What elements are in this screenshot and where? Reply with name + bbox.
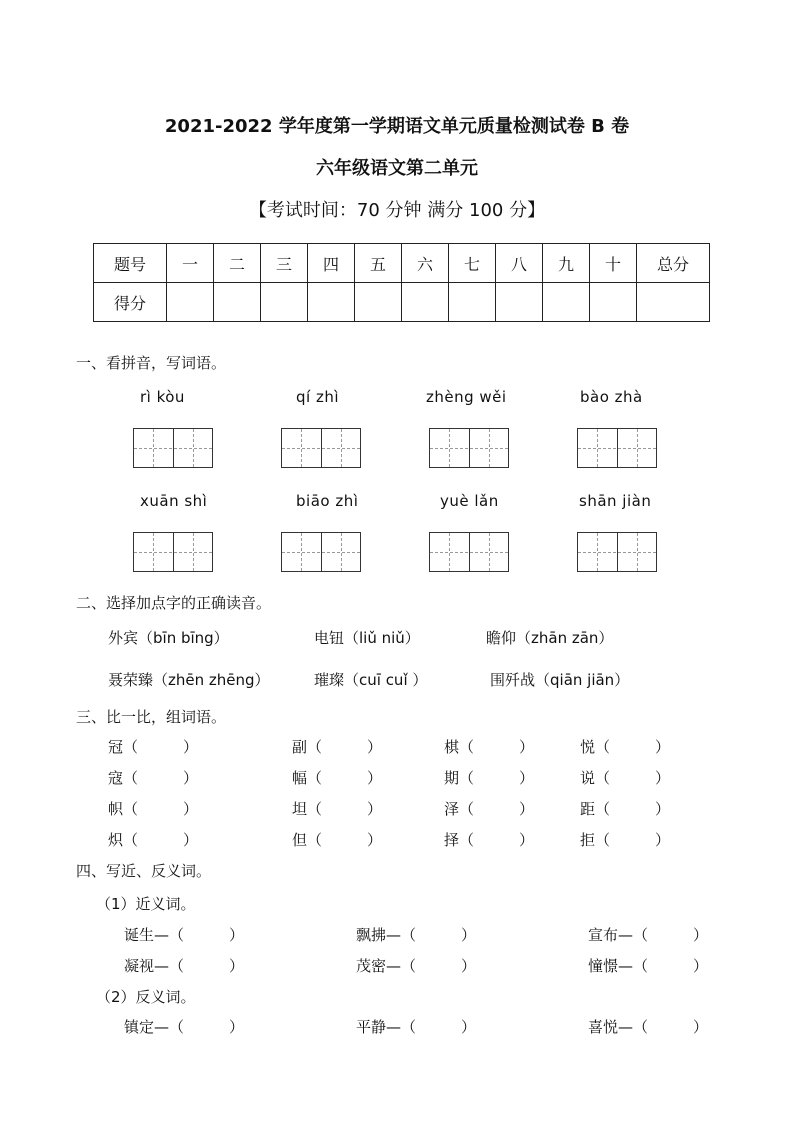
score-cell: 九 — [543, 244, 590, 283]
writing-grid[interactable] — [429, 428, 509, 468]
synonym-item[interactable]: 憧憬—（ ） — [588, 957, 709, 975]
reading-choice[interactable]: 聂荣臻（zhēn zhēng） — [108, 671, 270, 689]
word-group-item[interactable]: 距（ ） — [580, 800, 671, 818]
pinyin-label: biāo zhì — [296, 492, 359, 510]
score-table-header-row — [94, 244, 710, 283]
score-cell: 一 — [167, 244, 214, 283]
word-group-item[interactable]: 悦（ ） — [580, 738, 671, 756]
score-entry — [261, 283, 308, 322]
antonym-item[interactable]: 平静—（ ） — [356, 1018, 477, 1036]
score-table-score-row — [94, 283, 710, 322]
score-entry — [214, 283, 261, 322]
word-group-item[interactable]: 择（ ） — [444, 831, 535, 849]
pinyin-label: zhèng wěi — [426, 388, 507, 406]
word-group-item[interactable]: 幅（ ） — [292, 769, 383, 787]
score-cell: 八 — [496, 244, 543, 283]
word-group-item[interactable]: 寇（ ） — [108, 769, 199, 787]
score-entry — [308, 283, 355, 322]
score-entry — [167, 283, 214, 322]
word-group-item[interactable]: 冠（ ） — [108, 738, 199, 756]
synonyms-subheading: （1）近义词。 — [96, 895, 196, 913]
writing-grid[interactable] — [429, 532, 509, 572]
pinyin-label: bào zhà — [580, 388, 643, 406]
writing-grid[interactable] — [133, 532, 213, 572]
score-cell: 总分 — [637, 244, 710, 283]
reading-choice[interactable]: 围歼战（qiān jiān） — [490, 671, 630, 689]
reading-choice[interactable]: 外宾（bīn bīng） — [108, 629, 229, 647]
score-cell: 题号 — [94, 244, 167, 283]
synonym-item[interactable]: 飘拂—（ ） — [356, 926, 477, 944]
word-group-item[interactable]: 棋（ ） — [444, 738, 535, 756]
word-group-item[interactable]: 期（ ） — [444, 769, 535, 787]
writing-grid[interactable] — [281, 532, 361, 572]
score-entry — [449, 283, 496, 322]
section-3-heading: 三、比一比，组词语。 — [76, 708, 227, 726]
section-2-heading: 二、选择加点字的正确读音。 — [76, 594, 272, 612]
synonym-item[interactable]: 凝视—（ ） — [124, 957, 245, 975]
pinyin-label: yuè lǎn — [440, 492, 499, 510]
score-cell: 三 — [261, 244, 308, 283]
score-entry — [496, 283, 543, 322]
word-group-item[interactable]: 说（ ） — [580, 769, 671, 787]
exam-title: 2021-2022 学年度第一学期语文单元质量检测试卷 B 卷 — [164, 116, 630, 137]
score-cell: 七 — [449, 244, 496, 283]
writing-grid[interactable] — [577, 532, 657, 572]
score-table — [93, 243, 710, 322]
word-group-item[interactable]: 泽（ ） — [444, 800, 535, 818]
score-cell: 六 — [402, 244, 449, 283]
word-group-item[interactable]: 拒（ ） — [580, 831, 671, 849]
synonym-item[interactable]: 茂密—（ ） — [356, 957, 477, 975]
score-entry — [402, 283, 449, 322]
synonym-item[interactable]: 诞生—（ ） — [124, 926, 245, 944]
pinyin-label: xuān shì — [140, 492, 208, 510]
section-4-heading: 四、写近、反义词。 — [76, 862, 212, 880]
score-cell: 五 — [355, 244, 402, 283]
score-row-label: 得分 — [94, 283, 167, 322]
antonym-item[interactable]: 镇定—（ ） — [124, 1018, 245, 1036]
pinyin-label: shān jiàn — [579, 492, 652, 510]
pinyin-label: rì kòu — [140, 388, 185, 406]
score-cell: 十 — [590, 244, 637, 283]
score-entry — [637, 283, 710, 322]
writing-grid[interactable] — [577, 428, 657, 468]
score-entry — [355, 283, 402, 322]
antonyms-subheading: （2）反义词。 — [96, 988, 196, 1006]
word-group-item[interactable]: 帜（ ） — [108, 800, 199, 818]
section-1-heading: 一、看拼音，写词语。 — [76, 354, 227, 372]
writing-grid[interactable] — [133, 428, 213, 468]
antonym-item[interactable]: 喜悦—（ ） — [588, 1018, 709, 1036]
score-entry — [543, 283, 590, 322]
word-group-item[interactable]: 副（ ） — [292, 738, 383, 756]
score-cell: 四 — [308, 244, 355, 283]
writing-grid[interactable] — [281, 428, 361, 468]
exam-info: 【考试时间：70 分钟 满分 100 分】 — [248, 200, 546, 221]
synonym-item[interactable]: 宣布—（ ） — [588, 926, 709, 944]
pinyin-label: qí zhì — [296, 388, 340, 406]
word-group-item[interactable]: 坦（ ） — [292, 800, 383, 818]
score-entry — [590, 283, 637, 322]
word-group-item[interactable]: 但（ ） — [292, 831, 383, 849]
word-group-item[interactable]: 炽（ ） — [108, 831, 199, 849]
reading-choice[interactable]: 璀璨（cuī cuǐ ） — [314, 671, 428, 689]
exam-subtitle: 六年级语文第二单元 — [316, 158, 478, 179]
reading-choice[interactable]: 瞻仰（zhān zān） — [486, 629, 614, 647]
reading-choice[interactable]: 电钮（liǔ niǔ） — [314, 629, 420, 647]
score-cell: 二 — [214, 244, 261, 283]
